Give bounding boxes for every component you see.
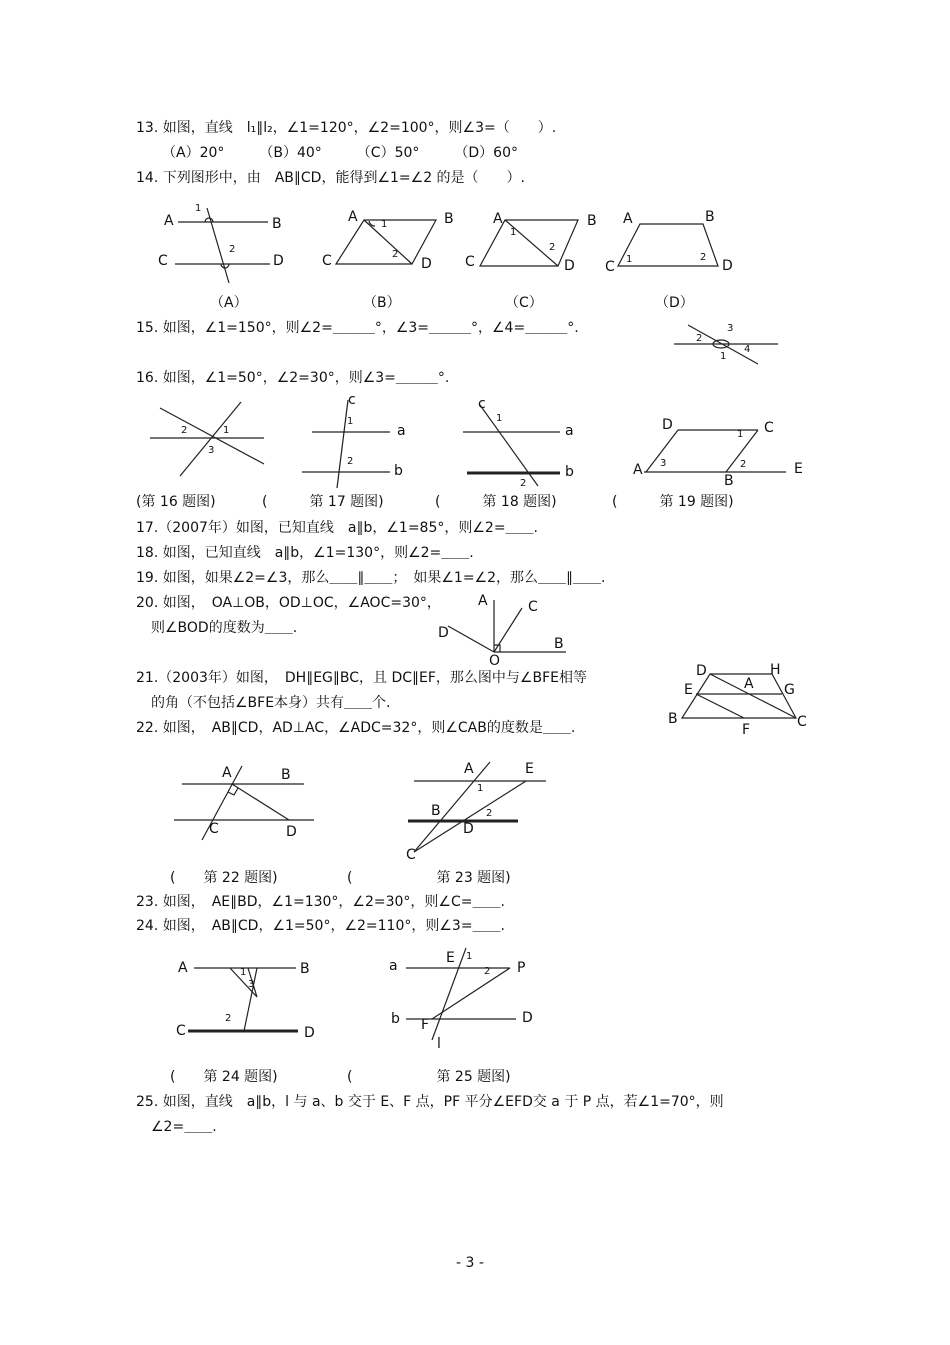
fig24-angle-2: 2 [225, 1013, 232, 1024]
q23-text: 23. 如图， AE∥BD，∠1=130°，∠2=30°，则∠C=＿＿. [136, 894, 505, 910]
q24-text: 24. 如图， AB∥CD，∠1=50°，∠2=110°，则∠3=＿＿. [136, 918, 506, 934]
fig14c-angle-2: 2 [549, 242, 556, 253]
fig22-label-b: B [281, 767, 291, 783]
fig17-angle-2: 2 [347, 456, 354, 467]
q22-text: 22. 如图， AB∥CD，AD⊥AC，∠ADC=32°，则∠CAB的度数是＿＿. [136, 720, 576, 736]
q14-text: 14. 下列图形中，由 AB∥CD，能得到∠1=∠2 的是（ ）. [136, 170, 525, 186]
fig21-label-d: D [696, 663, 707, 679]
q13-text: 13. 如图，直线 l₁∥l₂，∠1=120°，∠2=100°，则∠3=（ ）. [136, 120, 557, 136]
caption-22: ( 第 22 题图) [170, 870, 278, 886]
fig14b-label-c: C [322, 253, 332, 269]
caption-25: ( 第 25 题图) [347, 1069, 511, 1085]
figure-14a [175, 208, 270, 283]
caption-23: ( 第 23 题图) [347, 870, 511, 886]
fig17-label-b: b [394, 463, 403, 479]
q14-option-b: （B） [363, 295, 401, 311]
fig14c-label-b: B [587, 213, 597, 229]
fig22-label-d: D [286, 824, 297, 840]
fig19-angle-1: 1 [737, 429, 744, 440]
caption-16: (第 16 题图) [136, 494, 216, 510]
fig18-label-a: a [565, 423, 574, 439]
fig25-label-b: b [391, 1011, 400, 1027]
fig25-label-a: a [389, 958, 398, 974]
q13-options: （A）20° （B）40° （C）50° （D）60° [162, 145, 518, 161]
q14-option-c: （C） [505, 295, 543, 311]
figure-16 [150, 402, 264, 476]
fig14b-angle-2: 2 [392, 249, 399, 260]
fig14a-label-a: A [164, 213, 174, 229]
fig19-label-b: B [724, 473, 734, 489]
fig14d-angle-2: 2 [700, 252, 707, 263]
fig21-label-h: H [770, 662, 781, 678]
fig18-label-c: c [478, 396, 486, 412]
fig23-label-e: E [525, 761, 534, 777]
figure-21 [682, 674, 796, 718]
q20-text: 20. 如图， OA⊥OB，OD⊥OC，∠AOC=30°， [136, 595, 441, 611]
fig20-label-c: C [528, 599, 538, 615]
fig15-angle-3: 3 [727, 323, 734, 334]
fig20-label-a: A [478, 593, 488, 609]
fig16-angle-2: 2 [181, 425, 188, 436]
fig21-label-e: E [684, 682, 693, 698]
fig15-angle-2: 2 [696, 333, 703, 344]
fig23-label-a: A [464, 761, 474, 777]
fig24-angle-3: 3 [248, 979, 255, 990]
fig22-label-c: C [209, 821, 219, 837]
fig14b-label-a: A [348, 209, 358, 225]
fig25-label-p: P [517, 960, 526, 976]
fig23-label-b: B [431, 803, 441, 819]
q16-text: 16. 如图，∠1=50°，∠2=30°，则∠3=＿＿＿°. [136, 370, 450, 386]
fig24-label-c: C [176, 1023, 186, 1039]
fig25-angle-1: 1 [466, 951, 473, 962]
fig16-angle-3: 3 [208, 445, 215, 456]
q17-text: 17.（2007年）如图，已知直线 a∥b，∠1=85°，则∠2=＿＿. [136, 520, 538, 536]
fig19-label-a: A [633, 462, 643, 478]
q18-text: 18. 如图，已知直线 a∥b，∠1=130°，则∠2=＿＿. [136, 545, 474, 561]
fig25-label-d: D [522, 1010, 533, 1026]
fig14a-angle-1: 1 [195, 203, 202, 214]
fig17-angle-1: 1 [347, 416, 354, 427]
fig14c-label-c: C [465, 254, 475, 270]
fig24-label-a: A [178, 960, 188, 976]
page-number: - 3 - [456, 1255, 484, 1271]
caption-18: ( 第 18 题图) [435, 494, 557, 510]
fig17-label-c: c [348, 392, 356, 408]
fig21-label-b: B [668, 711, 678, 727]
fig25-angle-2: 2 [484, 966, 491, 977]
fig14c-angle-1: 1 [510, 227, 517, 238]
q21-text-2: 的角（不包括∠BFE本身）共有＿＿个. [151, 695, 391, 711]
q14-option-a: （A） [210, 295, 248, 311]
fig20-label-o: O [489, 653, 501, 669]
fig14a-label-b: B [272, 216, 282, 232]
fig24-label-b: B [300, 961, 310, 977]
fig19-label-c: C [764, 420, 774, 436]
q20-text-2: 则∠BOD的度数为＿＿. [151, 620, 298, 636]
fig20-label-b: B [554, 636, 564, 652]
fig14a-angle-2: 2 [229, 244, 236, 255]
figure-17 [302, 400, 390, 488]
q14-option-d: （D） [655, 295, 694, 311]
fig14c-label-a: A [493, 211, 503, 227]
fig19-angle-3: 3 [660, 458, 667, 469]
fig23-label-c: C [406, 847, 416, 863]
figure-20 [448, 600, 566, 652]
fig16-angle-1: 1 [223, 425, 230, 436]
caption-17: ( 第 17 题图) [262, 494, 384, 510]
fig14d-label-a: A [623, 211, 633, 227]
figure-18 [463, 405, 560, 486]
q21-text: 21.（2003年）如图， DH∥EG∥BC，且 DC∥EF，那么图中与∠BFE相等 [136, 670, 587, 686]
fig19-angle-2: 2 [740, 459, 747, 470]
fig24-label-d: D [304, 1025, 315, 1041]
q25-text-2: ∠2=＿＿. [151, 1119, 217, 1135]
fig14b-label-b: B [444, 211, 454, 227]
fig14c-label-d: D [564, 258, 575, 274]
fig14b-angle-1: 1 [381, 219, 388, 230]
fig18-label-b: b [565, 464, 574, 480]
fig14d-label-c: C [605, 259, 615, 275]
fig19-label-e: E [794, 461, 803, 477]
fig17-label-a: a [397, 423, 406, 439]
fig14a-label-c: C [158, 253, 168, 269]
fig23-angle-2: 2 [486, 808, 493, 819]
caption-19: ( 第 19 题图) [612, 494, 734, 510]
fig18-angle-2: 2 [520, 478, 527, 489]
fig23-label-d: D [463, 821, 474, 837]
fig25-label-f: F [421, 1017, 430, 1033]
fig21-label-c: C [797, 714, 807, 730]
fig14d-angle-1: 1 [626, 254, 633, 265]
q19-text: 19. 如图，如果∠2=∠3，那么＿＿∥＿＿； 如果∠1=∠2，那么＿＿∥＿＿. [136, 570, 606, 586]
fig14d-label-d: D [722, 258, 733, 274]
fig24-angle-1: 1 [240, 967, 247, 978]
fig14b-label-d: D [421, 256, 432, 272]
fig21-label-a: A [744, 676, 754, 692]
fig19-label-d: D [662, 417, 673, 433]
q25-text: 25. 如图，直线 a∥b，l 与 a、b 交于 E、F 点，PF 平分∠EFD交 a 于 P 点，若∠1=70°，则 [136, 1094, 724, 1110]
fig25-label-l: l [437, 1036, 441, 1052]
caption-24: ( 第 24 题图) [170, 1069, 278, 1085]
fig15-angle-1: 1 [720, 351, 727, 362]
q15-text: 15. 如图，∠1=150°，则∠2=＿＿＿°，∠3=＿＿＿°，∠4=＿＿＿°. [136, 320, 579, 336]
fig15-angle-4: 4 [744, 344, 751, 355]
fig18-angle-1: 1 [496, 413, 503, 424]
fig14d-label-b: B [705, 209, 715, 225]
fig20-label-d: D [438, 625, 449, 641]
fig21-label-g: G [784, 682, 795, 698]
fig25-label-e: E [446, 950, 455, 966]
fig22-label-a: A [222, 765, 232, 781]
fig23-angle-1: 1 [477, 783, 484, 794]
fig14a-label-d: D [273, 253, 284, 269]
fig21-label-f: F [742, 722, 751, 738]
